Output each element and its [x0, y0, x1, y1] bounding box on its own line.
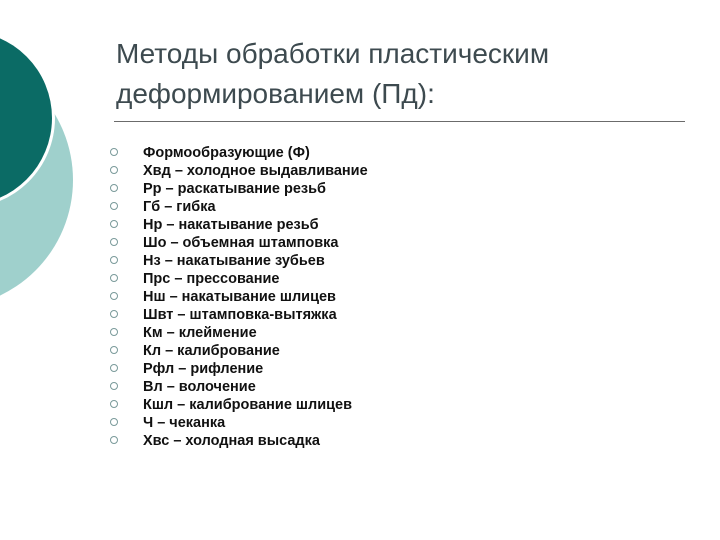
bullet-icon [110, 328, 118, 336]
decorative-circles [0, 0, 110, 300]
bullet-icon [110, 382, 118, 390]
list-item-text: Шо – объемная штамповка [143, 235, 339, 251]
list-item-text: Гб – гибка [143, 199, 216, 215]
title-line-1: Методы обработки пластическим [116, 38, 550, 69]
bullet-icon [110, 256, 118, 264]
title-divider [114, 121, 685, 122]
slide-title [116, 34, 696, 114]
bullet-icon [110, 292, 118, 300]
list-item-text: Вл – волочение [143, 379, 256, 395]
bullet-icon [110, 364, 118, 372]
list-item-text: Км – клеймение [143, 325, 257, 341]
list-item-text: Хвд – холодное выдавливание [143, 163, 368, 179]
bullet-icon [110, 274, 118, 282]
bullet-icon [110, 238, 118, 246]
list-item-text: Ч – чеканка [143, 415, 226, 431]
bullet-icon [110, 436, 118, 444]
list-item-text: Нш – накатывание шлицев [143, 289, 336, 305]
list-item-text: Рфл – рифление [143, 361, 264, 377]
list-item-text: Швт – штамповка-вытяжка [143, 307, 337, 323]
list-item-text: Прс – прессование [143, 271, 280, 287]
list-item-text: Кл – калибрование [143, 343, 280, 359]
bullet-icon [110, 400, 118, 408]
bullet-icon [110, 310, 118, 318]
list-item-text: Формообразующие (Ф) [143, 145, 310, 161]
bullet-icon [110, 166, 118, 174]
bullet-icon [110, 184, 118, 192]
bullet-icon [110, 148, 118, 156]
title-line-2: деформированием (Пд): [116, 78, 435, 109]
list-item-text: Рр – раскатывание резьб [143, 181, 326, 197]
bullet-icon [110, 202, 118, 210]
bullet-icon [110, 346, 118, 354]
list-item-text: Нз – накатывание зубьев [143, 253, 325, 269]
list-item-text: Нр – накатывание резьб [143, 217, 319, 233]
list-item-text: Кшл – калибрование шлицев [143, 397, 353, 413]
bullet-icon [110, 418, 118, 426]
bullet-icon [110, 220, 118, 228]
list-item-text: Хвс – холодная высадка [143, 433, 320, 449]
